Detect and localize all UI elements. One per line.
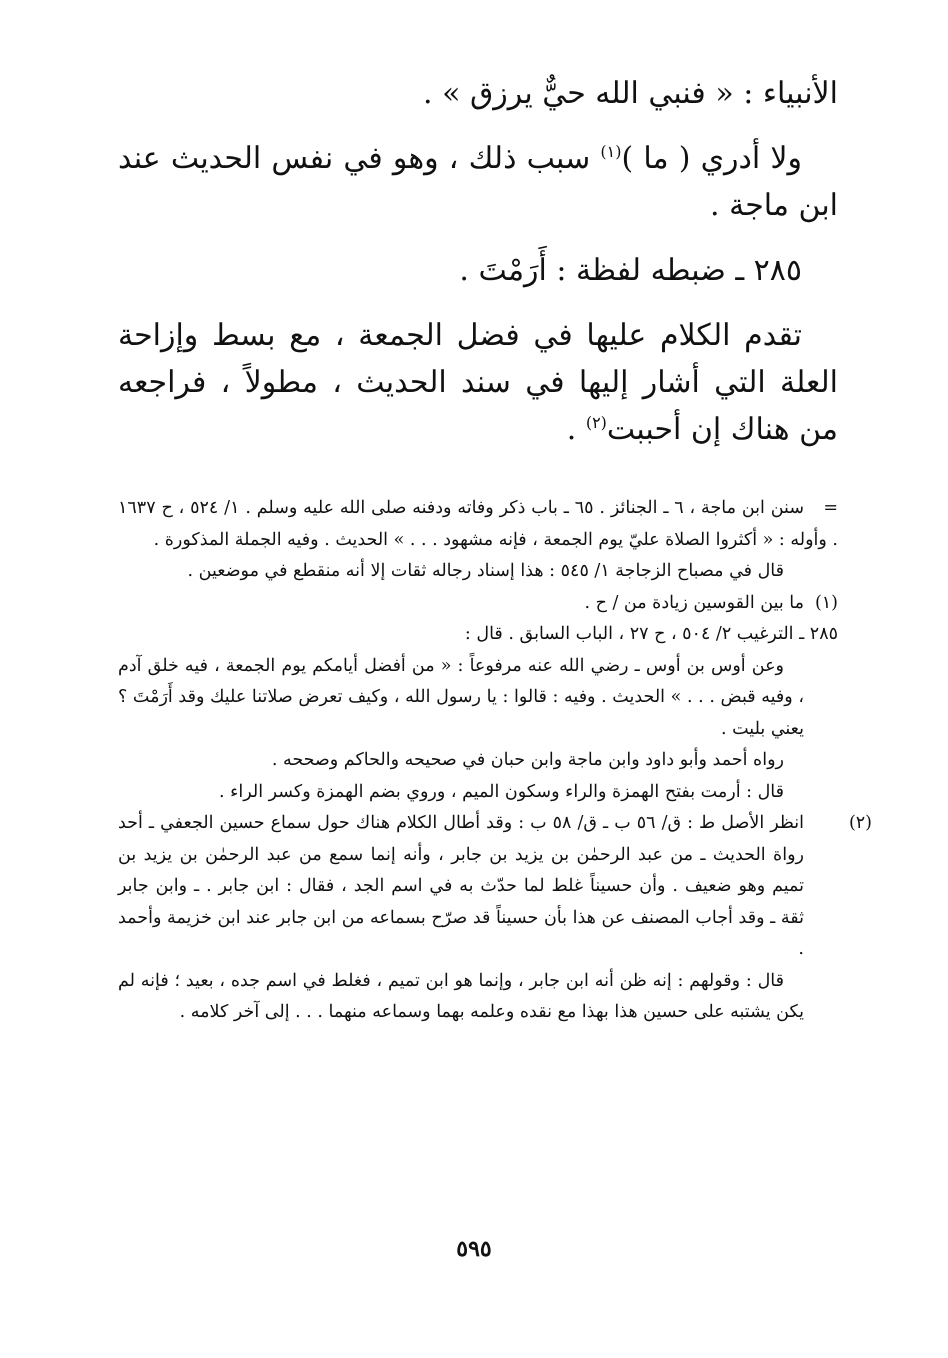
footnote-2-number: (٢) [848,813,872,833]
main-paragraph-2 [118,135,838,229]
page-number: ٥٩٥ [456,1236,492,1262]
footnote-2 [118,808,872,966]
footnote-1-number: (١) [814,592,838,613]
footnote-continued-quote: قال في مصباح الزجاجة ١/ ٥٤٥ : هذا إسناد رجاله ثقات إلا أنه منقطع في موضعين . [187,561,784,581]
main-paragraph-3 [118,312,838,453]
page-content [118,70,872,1029]
para3-text-a: تقدم الكلام عليها في فضل الجمعة ، مع بسط وإزاحة العلة التي أشار إليها في سند الحديث ، مطولاً ، فراجعه من هناك إن أحببت [118,318,838,447]
para3-text-b: . [566,412,586,447]
main-line-1: الأنبياء : « فنبي الله حيٌّ يرزق » . [423,76,838,111]
footnote-2-text: انظر الأصل ط : ق/ ٥٦ ب ـ ق/ ٥٨ ب : وقد أطال الكلام هناك حول سماع حسين الجعفي ـ أحد رواة الحديث ـ من عبد الرحمٰن بن يزيد بن جابر ، وأنه إنما سمع من عبد الرحمٰن بن يزيد بن تميم وهو ضعيف . وأن حسيناً غلط لما حدّث به في اسم الجد ، فقال : ابن جابر . ـ وابن جابر ثقة ـ وقد أجاب المصنف عن هذا بأن حسيناً قد صرّح بسماعه من ابن جابر عند ابن خزيمة وأحمد . [118,813,804,959]
footnote-2-continued: قال : وقولهم : إنه ظن أنه ابن جابر ، وإنما هو ابن تميم ، فغلط في اسم جده ، بعيد ؛ فإنه لم يكن يشتبه على حسين هذا بهذا مع نقده وعلمه بهما وسماعه منهما . . . إلى آخر كلامه . [118,970,804,1022]
entry-heading-285: ٢٨٥ ـ ضبطه لفظة : أَرَمْتَ . [459,253,802,288]
main-text [118,70,838,453]
footnote-1 [118,588,838,620]
footnote-ref-2: (٢) [585,413,607,432]
continuation-mark: = [823,498,838,518]
footnote-285-note: قال : أرمت بفتح الهمزة والراء وسكون الميم ، وروي بضم الهمزة وكسر الراء . [218,781,784,802]
footnote-285-hadith: وعن أوس بن أوس ـ رضي الله عنه مرفوعاً : « من أفضل أيامكم يوم الجمعة ، فيه خلق آدم ، وفيه قبض . . . » الحديث . وفيه : قالوا : يا رسول الله ، وكيف تعرض صلاتنا عليك وقد أَرَمْتَ ؟ يعني بليت . [118,655,804,739]
footnote-285-narrators: رواه أحمد وأبو داود وابن ماجة وابن حبان في صحيحه والحاكم وصححه . [271,750,784,770]
para2-text-b: سبب ذلك ، وهو في نفس الحديث عند ابن ماجة . [118,141,838,223]
para2-text-a: ولا أدري ( ما ) [621,141,802,176]
footnote-285: ٢٨٥ ـ الترغيب ٢/ ٥٠٤ ، ح ٢٧ ، الباب السابق . قال : [464,624,838,644]
footnote-continued [118,493,838,556]
footnote-continued-text: سنن ابن ماجة ، ٦ ـ الجنائز . ٦٥ ـ باب ذكر وفاته ودفنه صلى الله عليه وسلم . ١/ ٥٢٤ ، ح ١٦٣٧ . وأوله : « أكثروا الصلاة عليّ يوم الجمعة ، فإنه مشهود . . . » الحديث . وفيه الجملة المذكورة . [118,498,838,550]
footnote-1-text: ما بين القوسين زيادة من / ح . [584,592,804,613]
footnotes [118,493,872,1029]
footnote-ref-1: (١) [600,142,622,161]
